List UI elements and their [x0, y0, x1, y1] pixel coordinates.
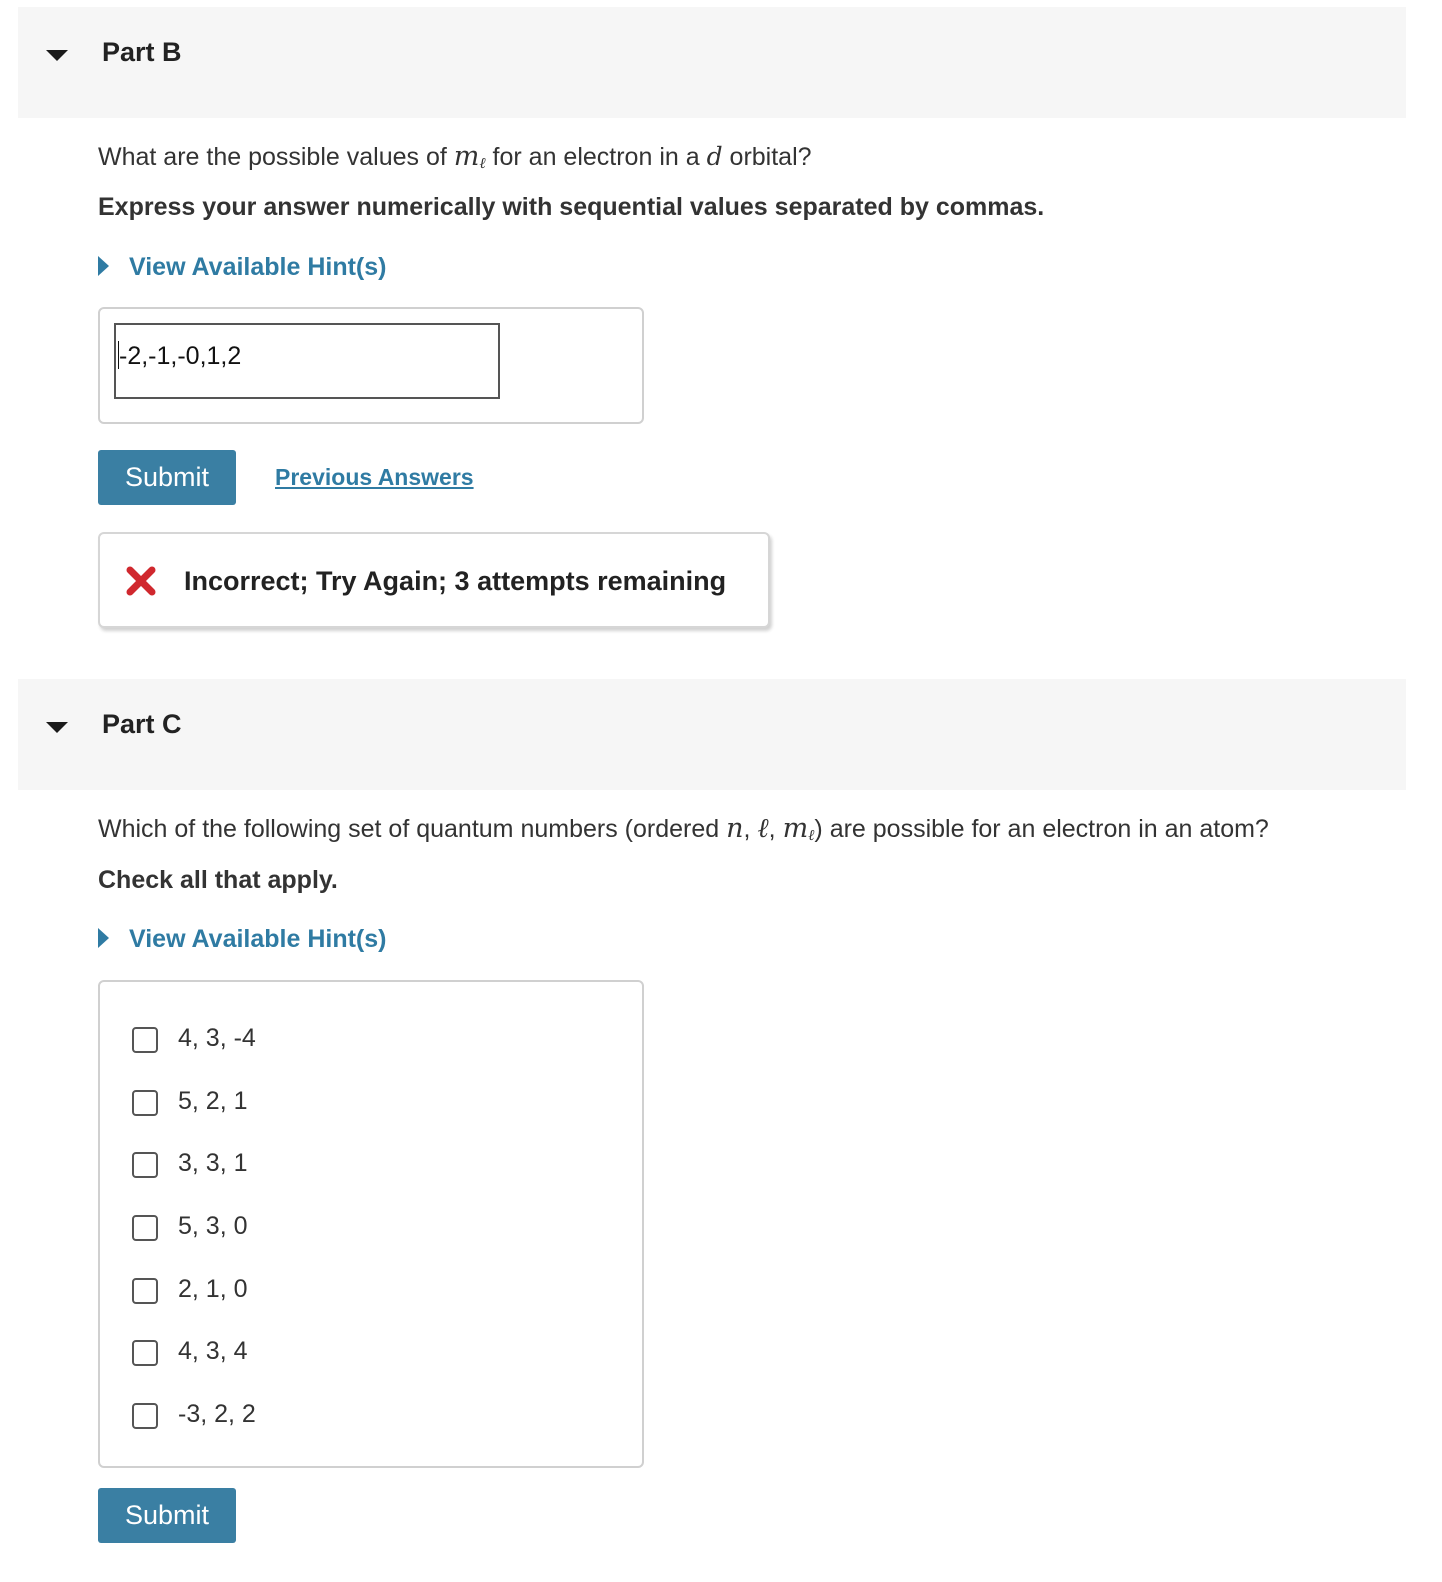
math-m-subscript: ℓ — [808, 826, 815, 844]
math-comma: , — [743, 815, 758, 843]
part-b-question — [98, 141, 812, 173]
hint-label: View Available Hint(s) — [129, 253, 387, 281]
checkbox[interactable] — [132, 1340, 158, 1366]
feedback-message: Incorrect; Try Again; 3 attempts remaining — [184, 566, 727, 596]
math-d: d — [706, 142, 723, 171]
choice-label: 2, 1, 0 — [178, 1275, 248, 1303]
math-m-letter: m — [782, 813, 809, 844]
choice-label: 4, 3, 4 — [178, 1337, 248, 1365]
answer-input[interactable] — [114, 323, 500, 399]
checkbox[interactable] — [132, 1215, 158, 1241]
part-b-instruction: Express your answer numerically with sequential values separated by commas. — [98, 193, 1045, 221]
hint-label: View Available Hint(s) — [129, 925, 387, 953]
part-b-header[interactable] — [18, 7, 1406, 118]
choices-box — [98, 980, 644, 1468]
part-b-submit-button[interactable]: Submit — [98, 450, 236, 505]
question-text: for an electron in a — [485, 143, 707, 171]
part-c-header[interactable] — [18, 679, 1406, 790]
question-text: orbital? — [722, 143, 812, 171]
choice-label: 5, 2, 1 — [178, 1087, 248, 1115]
checkbox[interactable] — [132, 1403, 158, 1429]
choice-label: 4, 3, -4 — [178, 1024, 256, 1052]
checkbox[interactable] — [132, 1152, 158, 1178]
part-b-hint-toggle[interactable] — [98, 253, 386, 282]
part-c-title: Part C — [102, 709, 182, 739]
caret-right-icon — [98, 256, 109, 276]
caret-down-icon[interactable] — [46, 722, 68, 733]
question-text: What are the possible values of — [98, 143, 454, 171]
part-b-answer-box — [98, 307, 644, 424]
part-c-question — [98, 813, 1269, 845]
checkbox[interactable] — [132, 1278, 158, 1304]
caret-down-icon[interactable] — [46, 50, 68, 61]
checkbox[interactable] — [132, 1090, 158, 1116]
math-n: n — [726, 813, 744, 844]
math-m — [454, 141, 486, 172]
part-c-hint-toggle[interactable] — [98, 925, 386, 954]
feedback-box — [98, 532, 770, 628]
question-text: ) are possible for an electron in an atom? — [814, 815, 1269, 843]
choice-label: 5, 3, 0 — [178, 1212, 248, 1240]
part-c-submit-button[interactable]: Submit — [98, 1488, 236, 1543]
math-m-subscript: ℓ — [479, 154, 486, 172]
choice-label: -3, 2, 2 — [178, 1400, 256, 1428]
previous-answers-link[interactable]: Previous Answers — [275, 464, 474, 490]
math-m-letter: m — [453, 141, 480, 172]
math-l: ℓ — [757, 813, 769, 844]
question-text: Which of the following set of quantum numbers (ordered — [98, 815, 727, 843]
caret-right-icon — [98, 928, 109, 948]
math-m — [783, 813, 815, 844]
choice-label: 3, 3, 1 — [178, 1149, 248, 1177]
checkbox[interactable] — [132, 1027, 158, 1053]
math-comma: , — [768, 815, 783, 843]
part-c-instruction: Check all that apply. — [98, 866, 338, 894]
part-b-title: Part B — [102, 37, 182, 67]
answer-input-value: -2,-1,-0,1,2 — [119, 342, 242, 370]
x-mark-icon — [126, 566, 156, 596]
